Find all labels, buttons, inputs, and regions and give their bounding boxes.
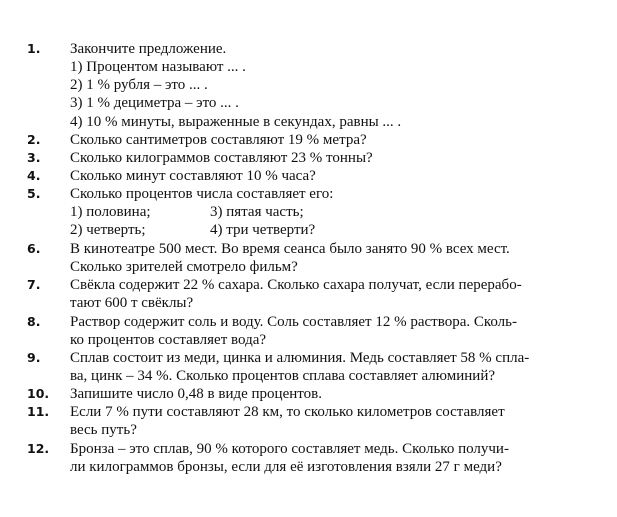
problem-text-line: ли килограммов бронзы, если для её изготовления взяли 27 г меди?	[70, 459, 502, 475]
problem-number: 2.	[27, 132, 41, 147]
problem-text-line: тают 600 т свёклы?	[70, 295, 194, 311]
problem-text-line: Бронза – это сплав, 90 % которого составляет медь. Сколько получи-	[70, 441, 509, 457]
problem-text-line: В кинотеатре 500 мест. Во время сеанса было занято 90 % всех мест.	[70, 241, 510, 257]
problem-text-line: Сколько минут составляют 10 % часа?	[70, 168, 316, 184]
problem-number: 1.	[27, 41, 41, 56]
problem-text-line: Если 7 % пути составляют 28 км, то сколько километров составляет	[70, 404, 505, 420]
problem-text-line: Закончите предложение.	[70, 41, 227, 57]
problem-number: 6.	[27, 241, 41, 256]
problem-text-line: 3) 1 % дециметра – это ... .	[70, 95, 239, 111]
problem-text-line: 2) 1 % рубля – это ... .	[70, 77, 208, 93]
problem-number: 11.	[27, 404, 50, 419]
problem-number: 12.	[27, 441, 50, 456]
problem-number: 5.	[27, 186, 41, 201]
problem-text-line: 1) Процентом называют ... .	[70, 59, 246, 75]
problem-text-line: Сколько процентов числа составляет его:	[70, 186, 334, 202]
problem-option: 1) половина;	[70, 204, 151, 220]
problem-number: 10.	[27, 386, 50, 401]
problem-option: 4) три четверти?	[210, 222, 316, 238]
problem-text-line: Сколько килограммов составляют 23 % тонны?	[70, 150, 373, 166]
problem-number: 4.	[27, 168, 41, 183]
problem-text-line: 4) 10 % минуты, выраженные в секундах, равны ... .	[70, 114, 402, 130]
problem-text-line: Раствор содержит соль и воду. Соль составляет 12 % раствора. Сколь-	[70, 314, 518, 330]
problem-text-line: ко процентов составляет вода?	[70, 332, 267, 348]
problem-text-line: Запишите число 0,48 в виде процентов.	[70, 386, 322, 402]
problem-text-line: Сплав состоит из меди, цинка и алюминия. Медь составляет 58 % спла-	[70, 350, 530, 366]
problem-text-line: весь путь?	[70, 422, 137, 438]
problem-text-line: ва, цинк – 34 %. Сколько процентов сплава составляет алюминий?	[70, 368, 496, 384]
problem-number: 9.	[27, 350, 41, 365]
problem-number: 8.	[27, 314, 41, 329]
problem-text-line: Сколько сантиметров составляют 19 % метра?	[70, 132, 367, 148]
problem-number: 3.	[27, 150, 41, 165]
problem-text-line: Свёкла содержит 22 % сахара. Сколько сахара получат, если перерабо-	[70, 277, 522, 293]
problem-text-line: Сколько зрителей смотрело фильм?	[70, 259, 298, 275]
problem-option: 2) четверть;	[70, 222, 146, 238]
problem-number: 7.	[27, 277, 41, 292]
problem-option: 3) пятая часть;	[210, 204, 304, 220]
